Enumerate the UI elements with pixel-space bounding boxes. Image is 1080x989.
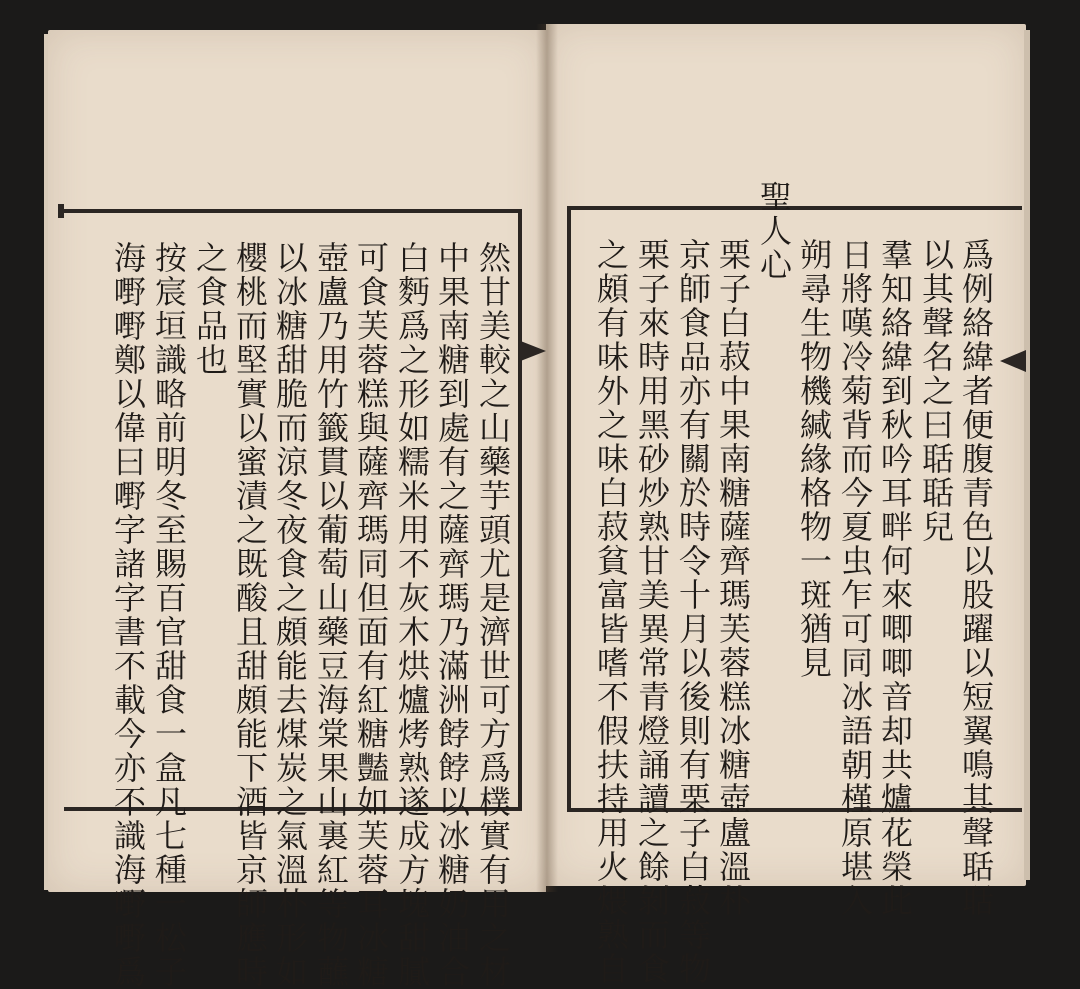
text-column: 然甘美較之山藥芋頭尤是濟世可方爲樸實有用之材	[474, 241, 512, 989]
honorific-column: 聖人心	[755, 180, 793, 282]
text-column: 栗子來時用黑砂炒熟甘美異常青燈誦讀之餘剝而食	[633, 238, 671, 986]
text-column: 朔尋生物機緘緣格物一斑猶見	[795, 238, 833, 680]
left-page-text	[95, 213, 515, 989]
book-gutter	[536, 24, 558, 892]
text-column: 爲例絡緯者便腹青色以股躍以短翼鳴其聲聒聒	[957, 238, 995, 918]
text-column: 日將嘆冷菊背而今夏虫乍可同冰語朝槿原堪入	[836, 238, 874, 918]
text-column: 栗子白菽中果南糖薩齊瑪芙蓉糕冰糖壺盧溫朴	[714, 238, 752, 918]
text-column: 中果南糖到處有之薩齊瑪乃滿洲餑餑以冰糖奶油合	[433, 241, 471, 989]
text-column: 壺盧乃用竹籤貫以葡萄山藥豆海棠果山裏紅等物蘸	[312, 241, 350, 989]
text-column: 以冰糖甜脆而涼冬夜食之頗能去煤炭之氣溫朴形如	[271, 241, 309, 989]
text-column: 以其聲名之曰聒聒兒	[917, 238, 955, 544]
text-column: 海嘢嘢鄭以偉曰嘢字諸字書不載今亦不識海嘢嘢爲	[109, 241, 147, 989]
right-page-edge	[1024, 30, 1030, 880]
text-column: 京師食品亦有關於時令十月以後則有栗子白菽等物	[674, 238, 712, 986]
text-column: 可食芙蓉糕與薩齊瑪同但面有紅糖豔如芙蓉耳冰糖	[352, 241, 390, 989]
text-column: 按宸垣識略前明冬至賜百官甜食一盒凡七種一松子	[150, 241, 188, 989]
corner-mark	[58, 204, 64, 218]
right-page-text	[570, 180, 1010, 986]
text-column: 櫻桃而堅實以蜜漬之既酸且甜頗能下酒皆京師應時	[231, 241, 269, 989]
text-column: 之頗有味外之味白菽貧富皆嗜不假扶持用火煨熟自	[592, 238, 630, 986]
text-column: 之食品也	[191, 241, 229, 377]
text-column: 羣知絡緯到秋吟耳畔何來唧唧音却共爐花榮此	[876, 238, 914, 918]
text-column: 白麪爲之形如糯米用不灰木烘爐烤熟遂成方塊甜膩	[393, 241, 431, 989]
